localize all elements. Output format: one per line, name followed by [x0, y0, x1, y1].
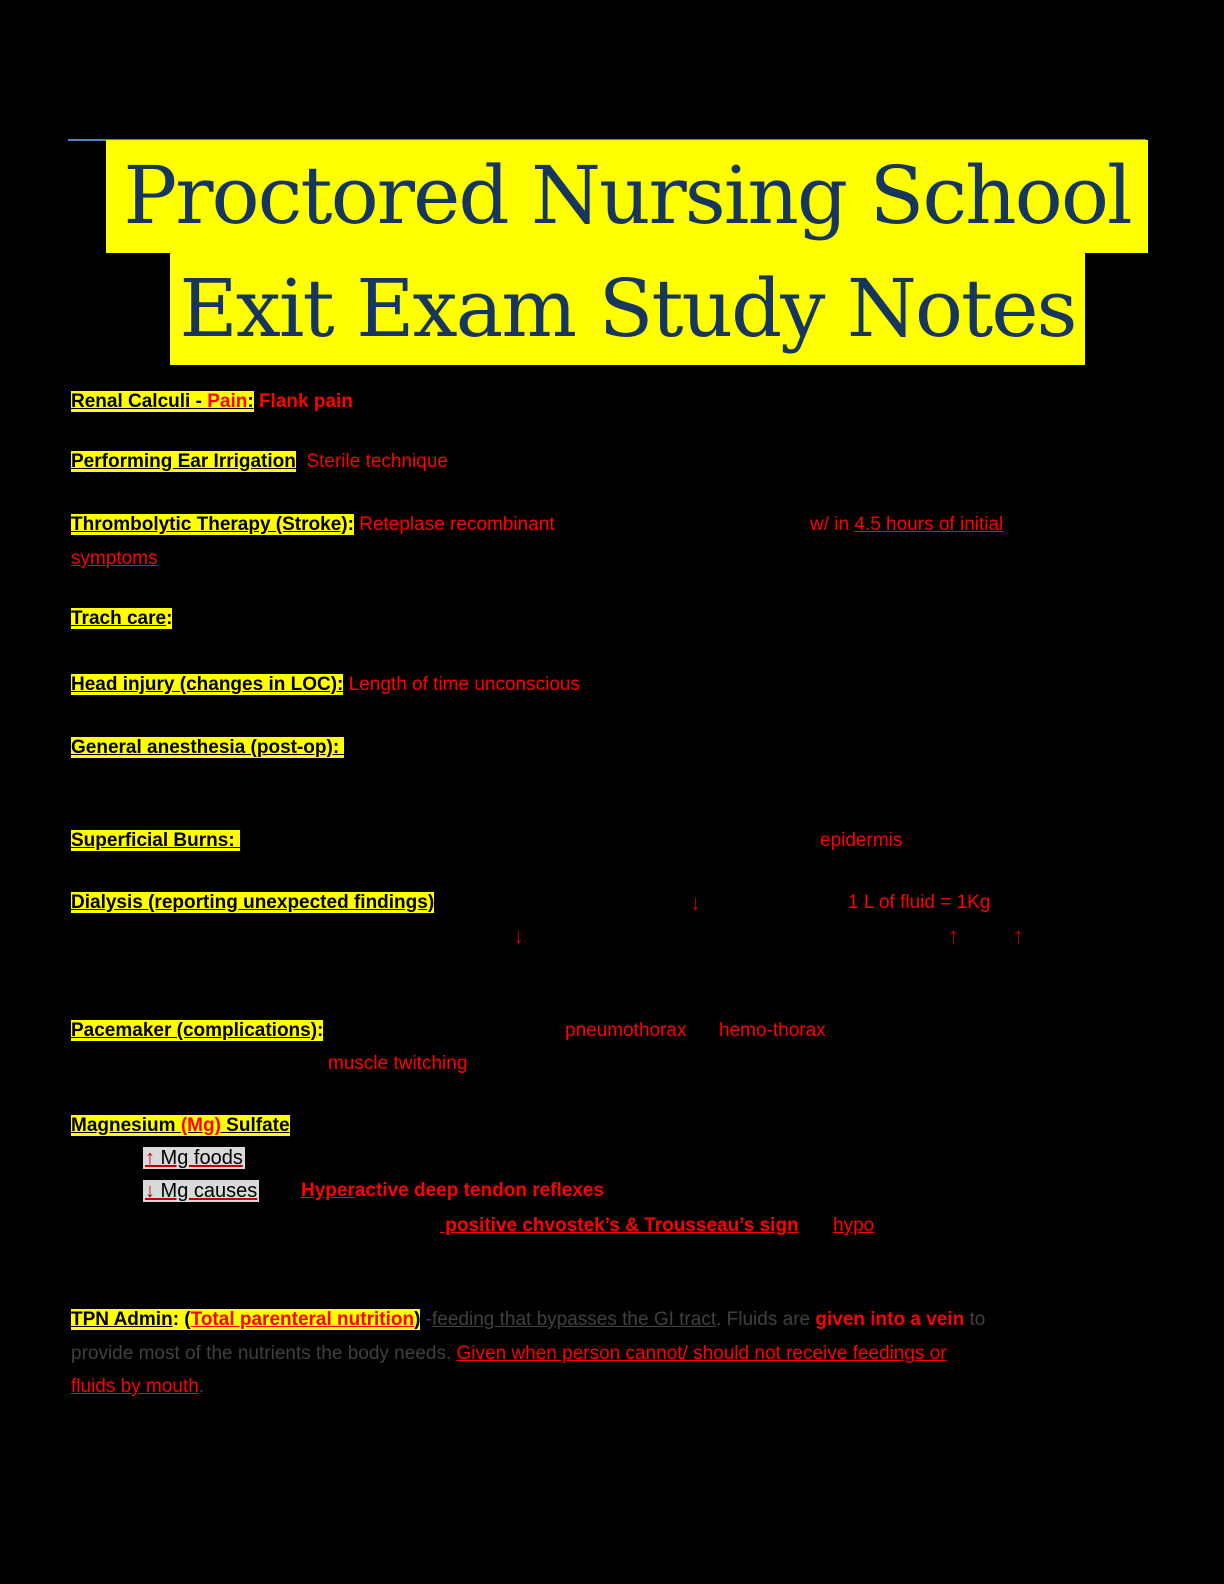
- tpn-definition: feeding that bypasses the GI tract: [432, 1309, 717, 1330]
- pacemaker-answer-1: pneumothorax: [565, 1020, 687, 1041]
- renal-colon: :: [247, 391, 254, 412]
- note-tpn-admin: [71, 1308, 985, 1332]
- pacemaker-heading-text: Pacemaker (complications): [71, 1020, 318, 1041]
- tpn-to: to: [964, 1309, 986, 1330]
- trach-colon: :: [166, 608, 173, 629]
- tpn-close-paren: ): [414, 1309, 421, 1330]
- tpn-line3-period: .: [198, 1376, 205, 1397]
- thrombolytic-hours: 4.5 hours of initial: [854, 514, 1004, 535]
- tpn-full-name: Total parenteral nutrition: [190, 1309, 415, 1330]
- title-line-2: Exit Exam Study Notes: [179, 262, 1076, 355]
- pacemaker-colon: :: [317, 1020, 324, 1041]
- tpn-line-3: [71, 1375, 204, 1399]
- tpn-colon: : (: [172, 1309, 191, 1330]
- arrow-up-icon: ↑: [145, 1147, 155, 1169]
- arrow-up-icon: ↑: [948, 923, 959, 948]
- mg-foods-box: [143, 1147, 245, 1169]
- mg-effect-hyper: Hyper: [301, 1180, 355, 1201]
- tpn-dash: -: [420, 1309, 432, 1330]
- thrombolytic-answer: Reteplase recombinant: [359, 514, 555, 535]
- thrombolytic-timeframe: [810, 513, 1003, 537]
- trach-heading-text: Trach care: [71, 608, 167, 629]
- title-line-1-highlight: [106, 140, 1148, 253]
- head-injury-answer: Length of time unconscious: [348, 674, 580, 695]
- tpn-line2-red: Given when person cannot/ should not receive feedings or: [456, 1343, 947, 1364]
- magnesium-heading-text: Magnesium: [71, 1115, 181, 1136]
- note-pacemaker: [71, 1019, 323, 1043]
- note-renal-calculi: [71, 390, 353, 414]
- head-injury-heading: Head injury (changes in LOC):: [71, 674, 344, 695]
- renal-answer: Flank pain: [258, 391, 353, 412]
- arrow-down-icon: ↓: [145, 1180, 155, 1202]
- tpn-line3-red: fluids by mouth: [71, 1376, 199, 1397]
- tpn-heading: [71, 1309, 420, 1330]
- magnesium-heading-sulfate: Sulfate: [220, 1115, 290, 1136]
- burns-answer: epidermis: [820, 830, 903, 851]
- burns-heading: Superficial Burns:: [71, 830, 240, 851]
- magnesium-heading-mg: (Mg): [180, 1115, 221, 1136]
- dialysis-answer: 1 L of fluid = 1Kg: [848, 892, 991, 913]
- note-thrombolytic: [71, 513, 555, 537]
- note-magnesium-sulfate: [71, 1114, 290, 1138]
- note-superficial-burns: [71, 829, 240, 853]
- trach-heading: [71, 608, 172, 629]
- pacemaker-heading: [71, 1020, 323, 1041]
- note-trach-care: [71, 607, 172, 631]
- mg-causes-box: [143, 1180, 259, 1202]
- arrow-down-icon: ↓: [690, 890, 701, 915]
- tpn-definition-mid: . Fluids are: [716, 1309, 816, 1330]
- title-line-1: Proctored Nursing School: [123, 149, 1131, 242]
- tpn-heading-text: TPN Admin: [71, 1309, 173, 1330]
- ear-heading: Performing Ear Irrigation: [71, 451, 296, 472]
- magnesium-item-foods: [143, 1146, 245, 1171]
- thrombolytic-within: w/ in: [810, 514, 855, 535]
- mg-causes-label: Mg causes: [155, 1180, 258, 1202]
- mg-foods-label: Mg foods: [155, 1147, 243, 1169]
- mg-effect-rest: active deep tendon reflexes: [354, 1180, 605, 1201]
- note-dialysis: [71, 891, 434, 915]
- mg-effect-hypo: hypo: [833, 1215, 875, 1236]
- pacemaker-answer-3: muscle twitching: [328, 1053, 468, 1074]
- mg-effect-reflexes: [301, 1179, 604, 1203]
- thrombolytic-colon: :: [347, 514, 354, 535]
- arrow-up-icon: ↑: [1013, 923, 1024, 948]
- arrow-down-icon: ↓: [513, 923, 524, 948]
- renal-heading: [71, 391, 254, 412]
- thrombolytic-symptoms: symptoms: [71, 548, 158, 569]
- tpn-line-2: [71, 1342, 947, 1366]
- mg-effect-signs: positive chvostek’s & Trousseau’s sign: [440, 1215, 799, 1236]
- renal-heading-text: Renal Calculi -: [71, 391, 208, 412]
- tpn-given-into-vein: given into a vein: [815, 1309, 965, 1330]
- note-general-anesthesia: [71, 736, 344, 760]
- thrombolytic-heading-text: Thrombolytic Therapy (Stroke): [71, 514, 348, 535]
- dialysis-heading: Dialysis (reporting unexpected findings): [71, 892, 435, 913]
- ear-answer: Sterile technique: [306, 451, 448, 472]
- thrombolytic-heading: [71, 514, 354, 535]
- anesthesia-heading: General anesthesia (post-op):: [71, 737, 345, 758]
- title-line-2-highlight: [170, 253, 1085, 365]
- renal-heading-pain: Pain: [207, 391, 248, 412]
- note-ear-irrigation: [71, 450, 448, 474]
- magnesium-item-causes: [143, 1179, 259, 1204]
- tpn-line2-gray: provide most of the nutrients the body needs.: [71, 1343, 457, 1364]
- magnesium-heading: [71, 1115, 290, 1136]
- note-head-injury: [71, 673, 580, 697]
- pacemaker-answer-2: hemo-thorax: [719, 1020, 826, 1041]
